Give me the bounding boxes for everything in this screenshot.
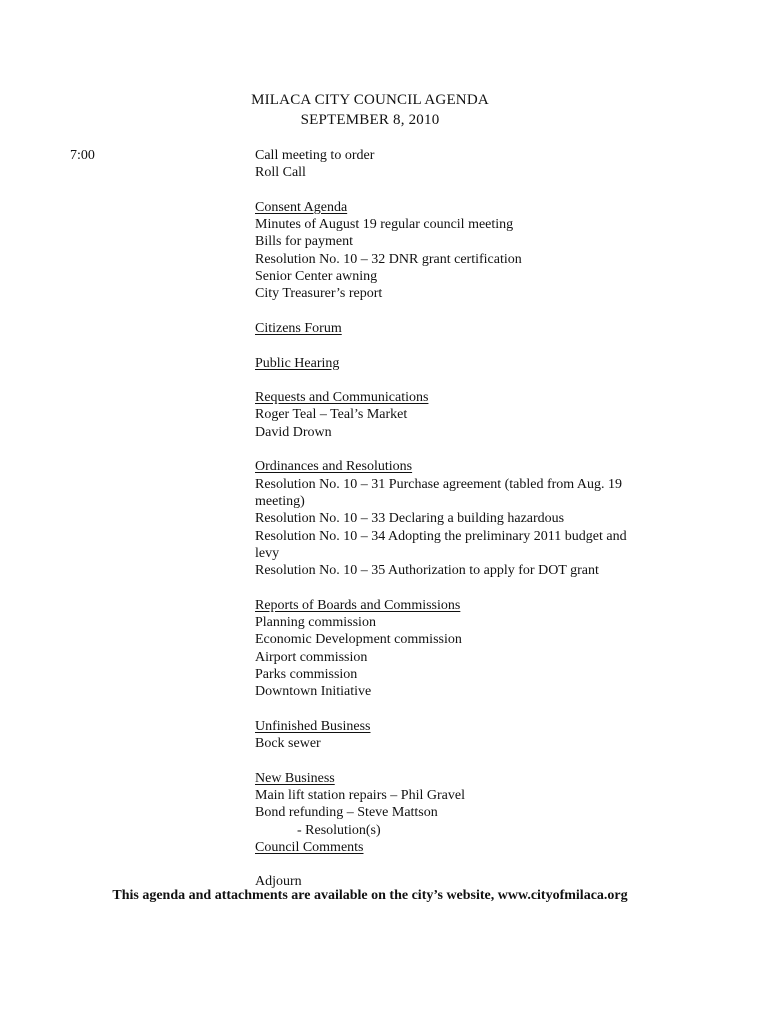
list-item: Parks commission [255,666,358,682]
list-item: levy [255,545,280,561]
list-item: Airport commission [255,649,368,665]
list-item-sub: - Resolution(s) [297,822,381,838]
adjourn: Adjourn [255,874,302,890]
list-item: Resolution No. 10 – 33 Declaring a building hazardous [255,511,565,527]
list-item: meeting) [255,493,305,509]
section-heading-new-business: New Business [255,770,335,786]
list-item: Downtown Initiative [255,684,372,700]
agenda-list [255,147,675,891]
section-heading-consent: Consent Agenda [255,199,348,215]
list-item: Resolution No. 10 – 32 DNR grant certification [255,251,522,267]
list-item: Economic Development commission [255,632,462,648]
section-heading-public-hearing: Public Hearing [255,355,340,371]
section-heading-reports: Reports of Boards and Commissions [255,597,461,613]
list-item: Resolution No. 10 – 35 Authorization to apply for DOT grant [255,563,599,579]
list-item: Roger Teal – Teal’s Market [255,407,408,423]
list-item: City Treasurer’s report [255,286,383,302]
roll-call: Roll Call [255,165,306,181]
list-item: Minutes of August 19 regular council meeting [255,217,514,233]
list-item: Senior Center awning [255,269,378,285]
list-item: Bond refunding – Steve Mattson [255,805,438,821]
meeting-time: 7:00 [70,148,95,163]
list-item: Resolution No. 10 – 34 Adopting the preliminary 2011 budget and [255,528,627,544]
list-item: Bills for payment [255,234,353,250]
call-to-order: Call meeting to order [255,148,375,163]
section-heading-ordinances: Ordinances and Resolutions [255,459,413,475]
list-item: Planning commission [255,615,376,631]
list-item: David Drown [255,424,332,440]
list-item: Main lift station repairs – Phil Gravel [255,787,465,803]
section-heading-citizens-forum: Citizens Forum [255,320,342,336]
list-item: Bock sewer [255,736,321,752]
section-heading-unfinished: Unfinished Business [255,718,371,734]
section-heading-council-comments: Council Comments [255,839,364,855]
list-item: Resolution No. 10 – 31 Purchase agreement (tabled from Aug. 19 [255,476,623,492]
section-heading-requests: Requests and Communications [255,390,429,406]
footer-note: This agenda and attachments are available on the city’s website, www.cityofmilaca.org [112,888,628,903]
title-block [0,90,740,130]
page-title: MILACA CITY COUNCIL AGENDA [251,92,489,108]
meeting-date: SEPTEMBER 8, 2010 [300,112,440,128]
